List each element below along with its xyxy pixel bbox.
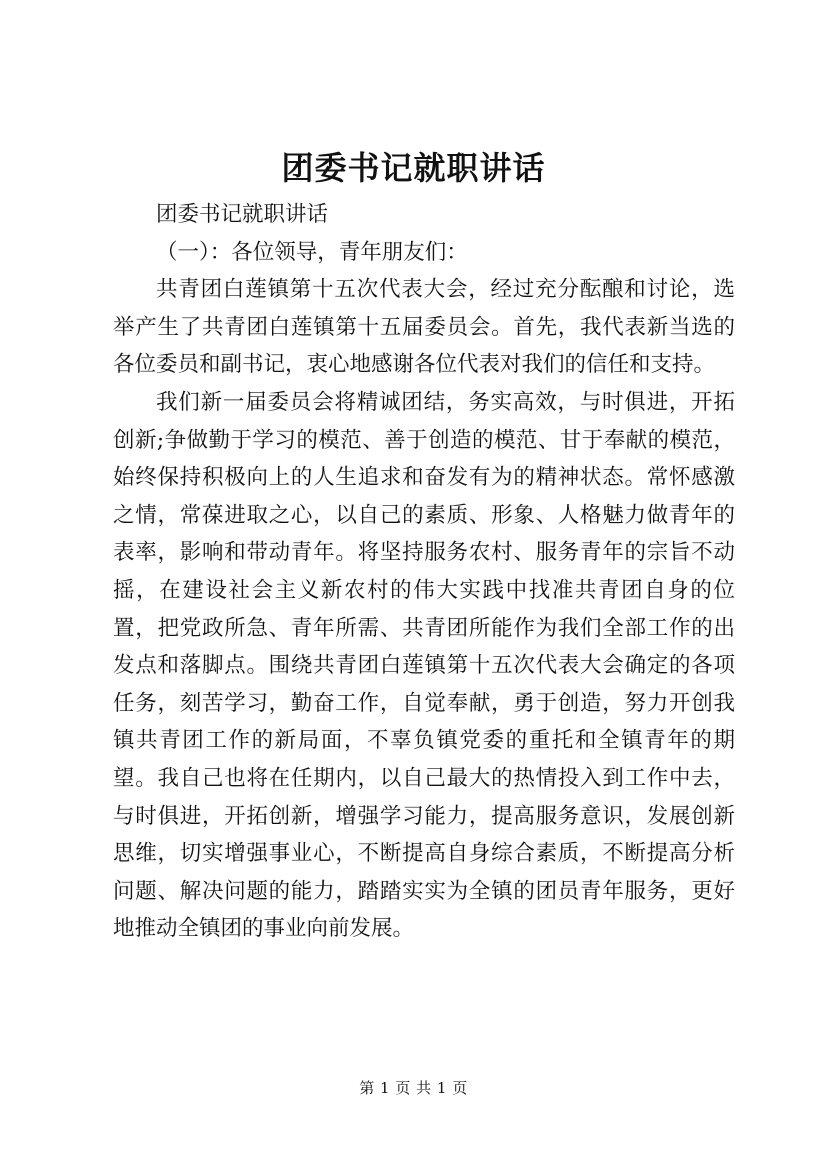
document-title: 团委书记就职讲话 bbox=[281, 149, 546, 187]
page-footer: 第 1 页 共 1 页 bbox=[359, 1079, 468, 1097]
body-paragraph: 我们新一届委员会将精诚团结，务实高效，与时俱进，开拓创新;争做勤于学习的模范、善于创造的模范、甘于奉献的模范，始终保持积极向上的人生追求和奋发有为的精神状态。常怀感激之情，常葆进取之心，以自己的素质、形象、人格魅力做青年的表率，影响和带动青年。将坚持服务农村、服务青年的宗旨不动摇，在建设社会主义新农村的伟大实践中找准共青团自身的位置，把党政所急、青年所需、共青团所能作为我们全部工作的出发点和落脚点。围绕共青团白莲镇第十五次代表大会确定的各项任务，刻苦学习，勤奋工作，自觉奉献，勇于创造，努力开创我镇共青团工作的新局面，不辜负镇党委的重托和全镇青年的期望。我自己也将在任期内，以自己最大的热情投入到工作中去，与时俱进，开拓创新，增强学习能力，提高服务意识，发展创新思维，切实增强事业心，不断提高自身综合素质，不断提高分析问题、解决问题的能力，踏踏实实为全镇的团员青年服务，更好地推动全镇团的事业向前发展。 bbox=[113, 389, 735, 942]
document-body bbox=[113, 196, 735, 948]
salutation-paragraph: （一）：各位领导，青年朋友们： bbox=[156, 239, 468, 265]
body-paragraph: 共青团白莲镇第十五次代表大会，经过充分酝酿和讨论，选举产生了共青团白莲镇第十五届委员会。首先，我代表新当选的各位委员和副书记，衷心地感谢各位代表对我们的信任和支持。 bbox=[113, 277, 735, 378]
subtitle-paragraph: 团委书记就职讲话 bbox=[156, 202, 329, 227]
